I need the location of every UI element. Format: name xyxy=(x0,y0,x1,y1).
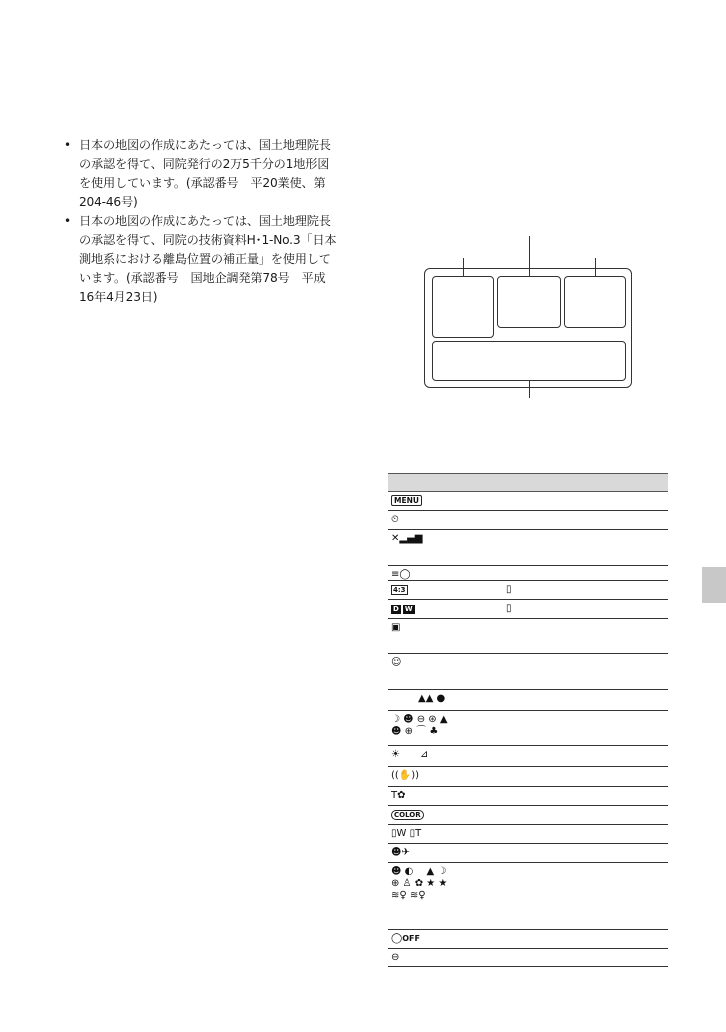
film-icon: ▯ xyxy=(506,584,512,595)
table-row xyxy=(388,787,668,806)
scene-auto-icons: ▲▲ ● xyxy=(418,693,446,704)
area-center xyxy=(497,276,561,328)
note-line: の承認を得て、同院の技術資料H･1-No.3「日本 xyxy=(79,233,337,247)
audio-mode-icon: ⊖ xyxy=(391,952,400,963)
indicator-table xyxy=(388,473,668,967)
white-balance-icons: ☀ ⊿ xyxy=(391,749,429,760)
table-row xyxy=(388,619,668,654)
table-row xyxy=(388,566,668,581)
table-row xyxy=(388,806,668,825)
x-v-color-icon: COLOR xyxy=(391,810,424,820)
face-detection-off-icon: ▣ xyxy=(391,622,401,633)
table-row xyxy=(388,930,668,949)
table-row xyxy=(388,844,668,863)
table-row xyxy=(388,581,668,600)
screen-layout-diagram xyxy=(420,236,640,406)
note-line: 16年4月23日) xyxy=(79,290,158,304)
steadyshot-icon: ((✋)) xyxy=(391,770,420,781)
note-line: を使用しています。(承認番号 平20業使、第 xyxy=(79,176,326,190)
table-row xyxy=(388,690,668,711)
wide-mode-icon: D xyxy=(393,605,399,613)
table-row xyxy=(388,654,668,690)
area-right xyxy=(564,276,626,328)
note-line: 日本の地図の作成にあたっては、国土地理院長 xyxy=(79,214,331,228)
table-row xyxy=(388,746,668,767)
bullet: • xyxy=(64,214,71,228)
self-timer-icon: ⏲ xyxy=(391,514,399,525)
table-row xyxy=(388,767,668,787)
note-line: の承認を得て、同院発行の2万5千分の1地形図 xyxy=(79,157,330,171)
note-line: 204-46号) xyxy=(79,195,138,209)
aspect-ratio-icon: 4:3 xyxy=(393,586,406,594)
wind-noise-icons: ▯W ▯T xyxy=(391,828,422,839)
table-row xyxy=(388,600,668,619)
table-row xyxy=(388,949,668,967)
note-item xyxy=(62,212,362,307)
note-line: 日本の地図の作成にあたっては、国土地理院長 xyxy=(79,138,331,152)
table-row xyxy=(388,863,668,930)
wide-select-icon: W xyxy=(404,605,413,613)
tele-macro-icon: T✿ xyxy=(391,790,406,801)
area-left xyxy=(432,276,494,338)
mic-level-off-icon: ◯OFF xyxy=(391,933,420,944)
table-row xyxy=(388,530,668,566)
notes-list xyxy=(62,136,362,307)
golf-shot-icon: ☻✈ xyxy=(391,847,410,858)
gps-signal-icon: ✕▂▄▆ xyxy=(391,533,423,544)
bullet: • xyxy=(64,138,71,152)
note-item xyxy=(62,136,362,212)
scene-mode-icons: ☻ ◐ ▲ ☽ ⊕ ♙ ✿ ★ ★ ≋♀ ≋♀ xyxy=(391,866,448,901)
note-line: 測地系における離島位置の補正量」を使用して xyxy=(79,252,331,266)
menu-icon: MENU xyxy=(391,495,422,506)
note-line: います。(承認番号 国地企調発第78号 平成 xyxy=(79,271,326,285)
area-bottom xyxy=(432,341,626,381)
section-tab xyxy=(702,567,726,603)
video-light-icon: ≡◯ xyxy=(391,569,411,580)
table-header xyxy=(388,473,668,492)
table-row xyxy=(388,825,668,844)
film-icon: ▯ xyxy=(506,603,512,614)
smile-shutter-off-icon: ☺ xyxy=(391,657,402,668)
scene-selection-icons: ☽ ☻ ⊖ ⊛ ▲ ☻ ⊕ ⌒ ♣ xyxy=(391,714,448,737)
table-row xyxy=(388,511,668,530)
table-row xyxy=(388,711,668,746)
table-row xyxy=(388,492,668,511)
leader-line-bottom xyxy=(529,381,530,398)
